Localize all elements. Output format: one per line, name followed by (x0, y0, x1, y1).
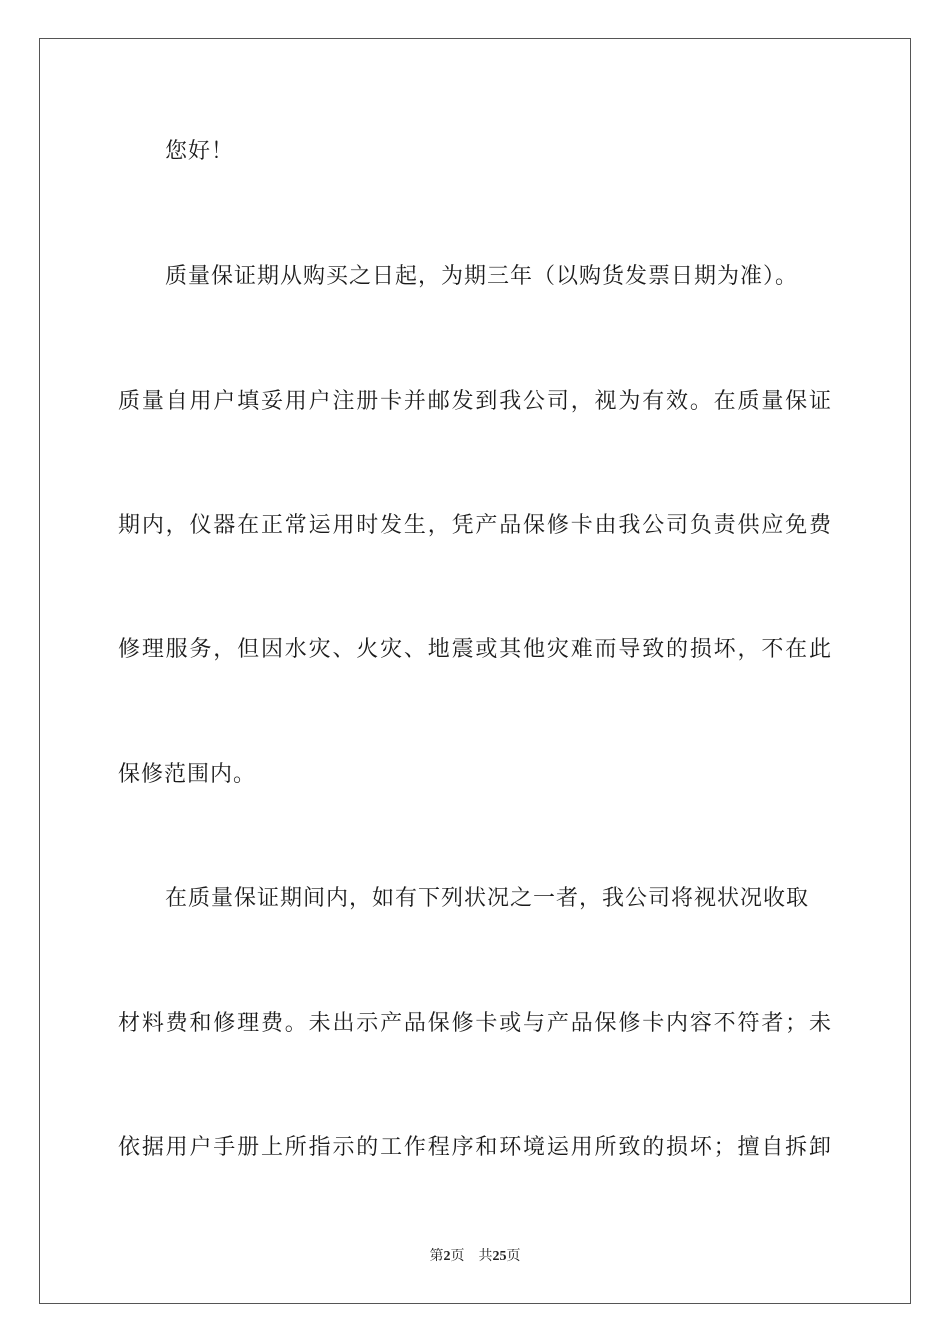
total-prefix: 共 (478, 1248, 493, 1264)
paragraph-line: 在质量保证期间内，如有下列状况之一者，我公司将视状况收取 (165, 886, 810, 911)
paragraph-line: 质量自用户填妥用户注册卡并邮发到我公司，视为有效。在质量保证 (118, 389, 832, 414)
page-footer (0, 1247, 950, 1266)
paragraph-line: 保修范围内。 (118, 762, 257, 787)
paragraph-line: 材料费和修理费。未出示产品保修卡或与产品保修卡内容不符者；未 (118, 1011, 832, 1036)
paragraph-line: 依据用户手册上所指示的工作程序和环境运用所致的损坏；擅自拆卸 (118, 1135, 832, 1160)
total-suffix: 页 (506, 1248, 521, 1264)
greeting: 您好！ (165, 139, 235, 164)
total-pages: 25 (492, 1249, 507, 1264)
paragraph-line: 质量保证期从购买之日起，为期三年（以购货发票日期为准）。 (165, 264, 799, 289)
page-number: 2 (443, 1249, 451, 1264)
page-suffix: 页 (450, 1248, 465, 1264)
page-border (39, 38, 911, 1304)
paragraph-line: 修理服务，但因水灾、火灾、地震或其他灾难而导致的损坏，不在此 (118, 637, 832, 662)
paragraph-line: 期内，仪器在正常运用时发生，凭产品保修卡由我公司负责供应免费 (118, 513, 832, 538)
page-prefix: 第 (429, 1248, 444, 1264)
